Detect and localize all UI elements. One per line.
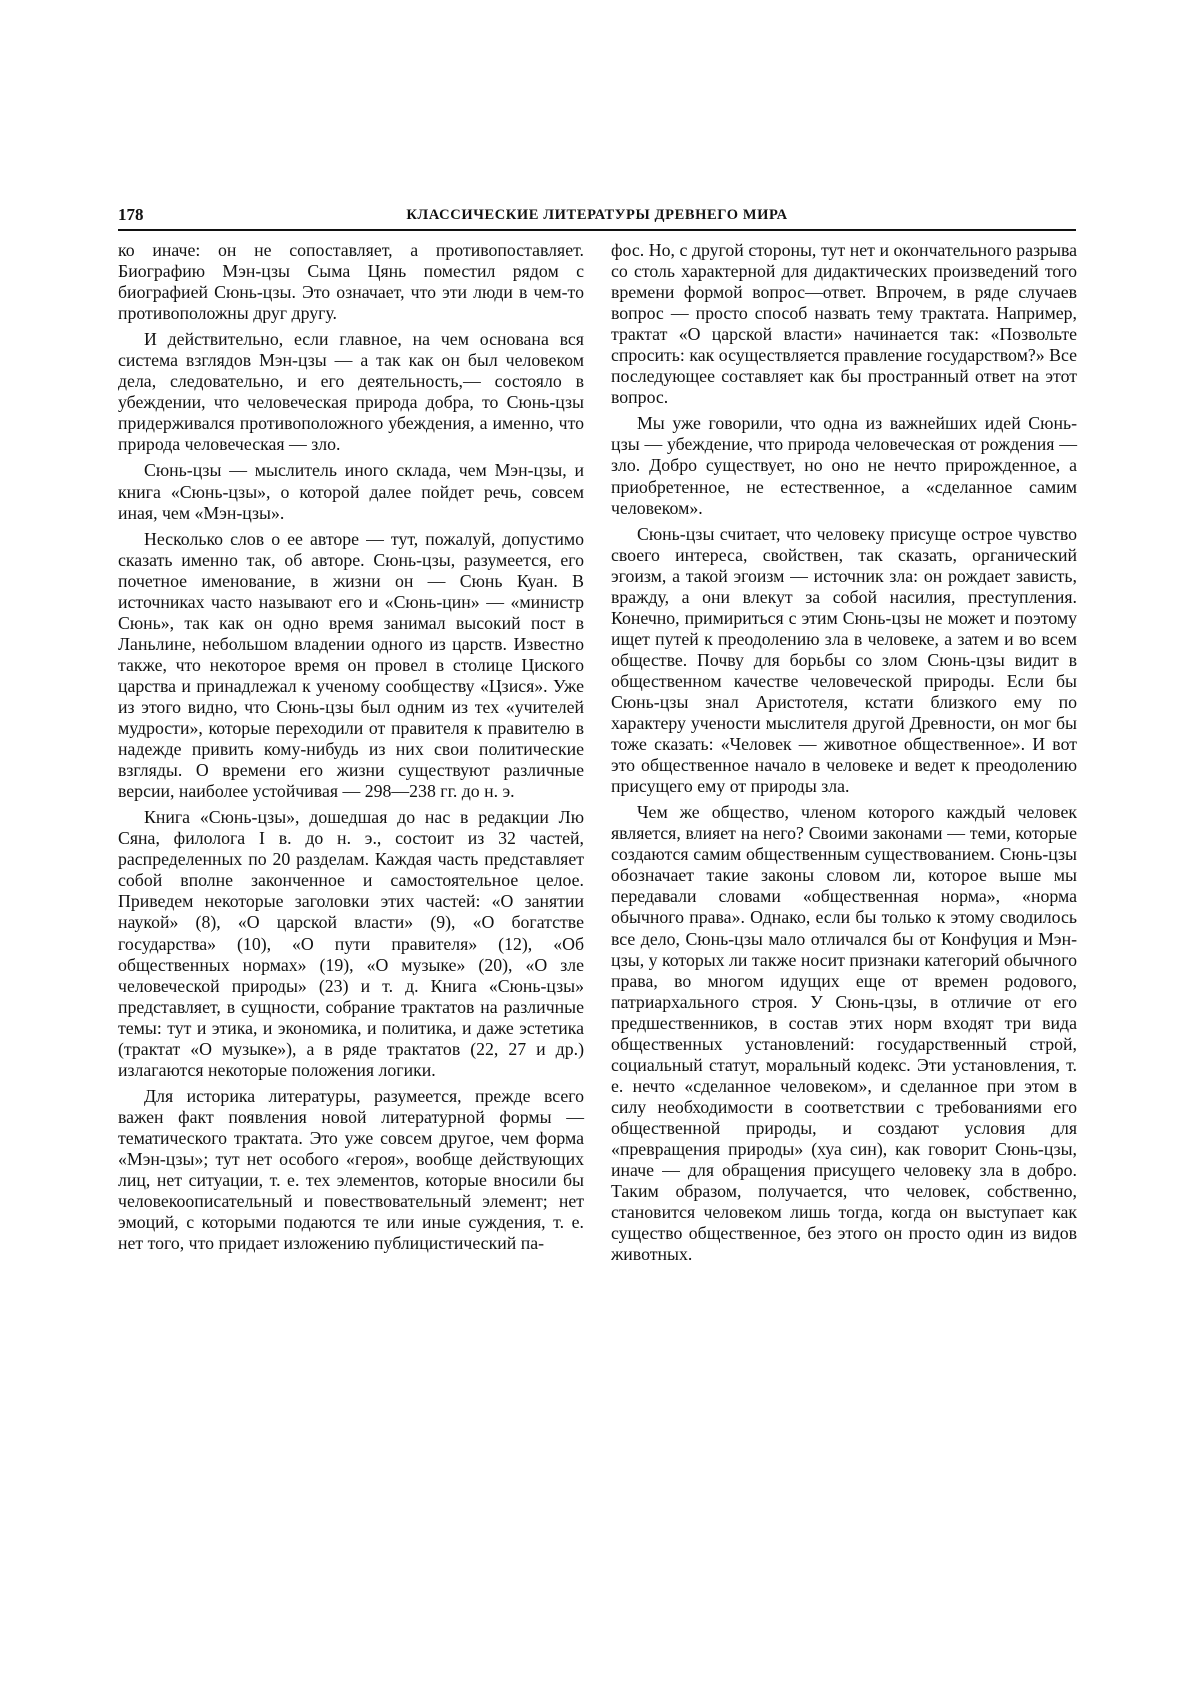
paragraph: ко иначе: он не сопоставляет, а противопоставляет. Биографию Мэн-цзы Сыма Цянь поместил рядом с биографией Сюнь-цзы. Это означает, что эти люди в чем-то противоположны друг другу. <box>118 240 584 324</box>
paragraph: Сюнь-цзы считает, что человеку присуще острое чувство своего интереса, свойствен, так сказать, органический эгоизм, а такой эгоизм — источник зла: он рождает зависть, вражду, а они влекут за собой насилия, преступления. Конечно, примириться с этим Сюнь-цзы не может и поэтому ищет путей к преодолению зла в человеке, а затем и во всем обществе. Почву для борьбы со злом Сюнь-цзы видит в общественном качестве человеческой природы. Если бы Сюнь-цзы знал Аристотеля, кстати близкого ему по характеру учености мыслителя другой Древности, он мог бы тоже сказать: «Человек — животное общественное». И вот это общественное начало в человеке и ведет к преодолению присущего ему от природы зла. <box>611 523 1077 797</box>
header-rule <box>118 229 1076 231</box>
paragraph: И действительно, если главное, на чем основана вся система взглядов Мэн-цзы — а так как он был человеком дела, следовательно, и его деятельность,— состояло в убеждении, что человеческая природа добра, то Сюнь-цзы придерживался противоположного убеждения, а именно, что природа человеческая — зло. <box>118 329 584 455</box>
paragraph: Сюнь-цзы — мыслитель иного склада, чем Мэн-цзы, и книга «Сюнь-цзы», о которой далее пойдет речь, совсем иная, чем «Мэн-цзы». <box>118 460 584 523</box>
paragraph: Книга «Сюнь-цзы», дошедшая до нас в редакции Лю Сяна, филолога I в. до н. э., состоит из 32 частей, распределенных по 20 разделам. Каждая часть представляет собой вполне законченное и самостоятельное целое. Приведем некоторые заголовки этих частей: «О занятии наукой» (8), «О царской власти» (9), «О богатстве государства» (10), «О пути правителя» (12), «Об общественных нормах» (19), «О музыке» (20), «О зле человеческой природы» (23) и т. д. Книга «Сюнь-цзы» представляет, в сущности, собрание трактатов на различные темы: тут и этика, и экономика, и политика, и даже эстетика (трактат «О музыке»), а в ряде трактатов (22, 27 и др.) излагаются некоторые положения логики. <box>118 807 584 1080</box>
paragraph: фос. Но, с другой стороны, тут нет и окончательного разрыва со столь характерной для дидактических произведений того времени формой вопрос—ответ. Впрочем, в ряде случаев вопрос — просто способ назвать тему трактата. Например, трактат «О царской власти» начинается так: «Позвольте спросить: как осуществляется правление государством?» Все последующее составляет как бы пространный ответ на этот вопрос. <box>611 240 1077 408</box>
page-header <box>118 204 1076 228</box>
paragraph: Мы уже говорили, что одна из важнейших идей Сюнь-цзы — убеждение, что природа человеческая от рождения — зло. Добро существует, но оно не нечто прирожденное, а приобретенное, не естественное, а «сделанное самим человеком». <box>611 413 1077 518</box>
paragraph: Несколько слов о ее авторе — тут, пожалуй, допустимо сказать именно так, об авторе. Сюнь-цзы, разумеется, его почетное именование, в жизни он — Сюнь Куан. В источниках часто называют его и «Сюнь-цин» — «министр Сюнь», так как он одно время занимал высокий пост в Ланьлине, небольшом владении одного из царств. Известно также, что некоторое время он провел в столице Циского царства и принадлежал к ученому сообществу «Цзися». Уже из этого видно, что Сюнь-цзы был одним из тех «учителей мудрости», которые переходили от правителя к правителю в надежде привить кому-нибудь из них свои политические взгляды. О времени его жизни существуют различные версии, наиболее устойчивая — 298—238 гг. до н. э. <box>118 528 584 802</box>
left-column <box>118 240 584 1259</box>
page-number: 178 <box>118 205 144 224</box>
running-title: КЛАССИЧЕСКИЕ ЛИТЕРАТУРЫ ДРЕВНЕГО МИРА <box>406 207 788 223</box>
right-column <box>611 240 1077 1270</box>
paragraph: Для историка литературы, разумеется, прежде всего важен факт появления новой литературной формы — тематического трактата. Это уже совсем другое, чем форма «Мэн-цзы»; тут нет особого «героя», вообще действующих лиц, нет ситуации, т. е. тех элементов, которые вносили бы человекоописательный и повествовательный элемент; нет эмоций, с которыми подаются те или иные суждения, т. е. нет того, что придает изложению публицистический па- <box>118 1085 584 1254</box>
paragraph: Чем же общество, членом которого каждый человек является, влияет на него? Своими законами — теми, которые создаются самим общественным существованием. Сюнь-цзы обозначает такие законы словом ли, которое выше мы передавали словами «общественная норма», «норма обычного права». Однако, если бы только к этому сводилось все дело, Сюнь-цзы мало отличался бы от Конфуция и Мэн-цзы, у которых ли также носит признаки категорий обычного права, во многом идущих еще от времен родового, патриархального строя. У Сюнь-цзы, в отличие от его предшественников, в состав этих норм входят три вида общественных установлений: государственный строй, социальный статут, моральный кодекс. Эти установления, т. е. нечто «сделанное человеком», и сделанное при этом в силу необходимости в соответствии с требованиями его общественной природы, и создают условия для «превращения природы» (хуа син), как говорит Сюнь-цзы, иначе — для обращения присущего человеку зла в добро. Таким образом, получается, что человек, собственно, становится человеком лишь тогда, когда он выступает как существо общественное, без этого он просто один из видов животных. <box>611 802 1077 1265</box>
